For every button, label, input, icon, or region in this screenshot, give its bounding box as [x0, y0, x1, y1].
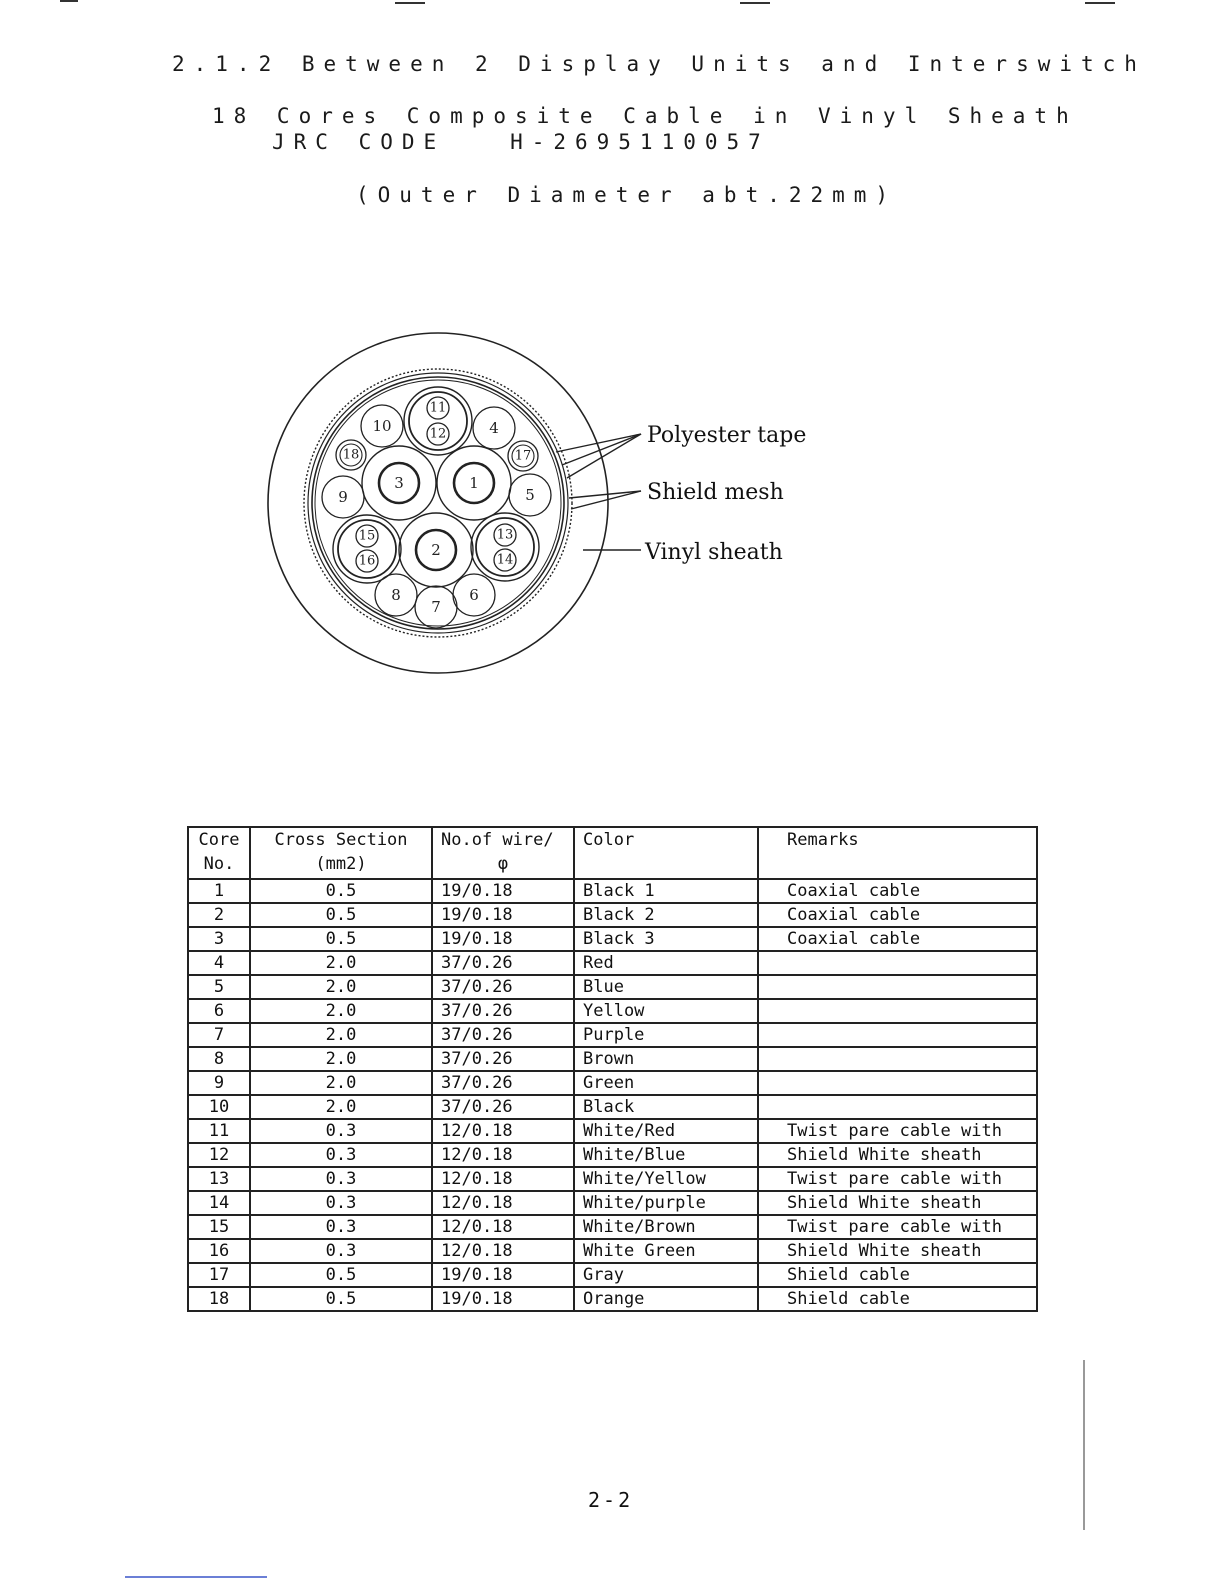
core-label-5: 5	[525, 486, 535, 504]
cell-remarks: Coaxial cable	[758, 903, 1037, 927]
cell-no-of-wire: 37/0.26	[432, 975, 574, 999]
cell-no-of-wire: 37/0.26	[432, 1023, 574, 1047]
cell-cross-section: 0.5	[250, 879, 432, 903]
cell-no-of-wire: 37/0.26	[432, 999, 574, 1023]
header-remarks	[758, 827, 1037, 879]
header-wire-line2: φ	[497, 854, 509, 874]
table-row	[188, 1095, 1037, 1119]
cell-remarks	[758, 951, 1037, 975]
table-row	[188, 1215, 1037, 1239]
cable-description: 18 Cores Composite Cable in Vinyl Sheath	[212, 104, 1078, 128]
cell-cross-section: 0.3	[250, 1215, 432, 1239]
cell-color: Brown	[574, 1047, 758, 1071]
cell-core: 1	[188, 879, 250, 903]
cell-remarks	[758, 999, 1037, 1023]
cell-core: 5	[188, 975, 250, 999]
cell-core: 15	[188, 1215, 250, 1239]
cell-color: Gray	[574, 1263, 758, 1287]
cell-color: Red	[574, 951, 758, 975]
table-row	[188, 1167, 1037, 1191]
cell-remarks: Twist pare cable with	[758, 1215, 1037, 1239]
cell-no-of-wire: 12/0.18	[432, 1167, 574, 1191]
cell-color: White/purple	[574, 1191, 758, 1215]
cell-core: 18	[188, 1287, 250, 1311]
header-no-of-wire	[432, 827, 574, 879]
leader-shield-1	[569, 491, 641, 498]
cell-remarks: Coaxial cable	[758, 927, 1037, 951]
cell-color: White/Yellow	[574, 1167, 758, 1191]
cell-color: Black 2	[574, 903, 758, 927]
table-row	[188, 999, 1037, 1023]
cell-remarks: Shield White sheath	[758, 1143, 1037, 1167]
cell-cross-section: 0.5	[250, 903, 432, 927]
table-row	[188, 1191, 1037, 1215]
scan-mark	[1083, 1360, 1085, 1530]
cell-color: Blue	[574, 975, 758, 999]
core-label-6: 6	[469, 586, 479, 604]
cell-cross-section: 0.5	[250, 927, 432, 951]
polyester-tape-inner	[315, 380, 561, 626]
core-label-13: 13	[496, 527, 514, 543]
cell-core: 11	[188, 1119, 250, 1143]
cell-remarks: Twist pare cable with	[758, 1167, 1037, 1191]
header-remarks-label: Remarks	[787, 830, 859, 850]
scan-mark	[60, 0, 78, 2]
scan-mark	[125, 1576, 267, 1578]
cell-color: White/Red	[574, 1119, 758, 1143]
cell-remarks	[758, 975, 1037, 999]
cell-remarks	[758, 1047, 1037, 1071]
scan-mark	[395, 2, 425, 4]
cell-remarks	[758, 1023, 1037, 1047]
table-row	[188, 1023, 1037, 1047]
cell-cross-section: 2.0	[250, 1023, 432, 1047]
cell-core: 16	[188, 1239, 250, 1263]
core-label-12: 12	[429, 426, 447, 442]
cell-cross-section: 2.0	[250, 1095, 432, 1119]
outer-diameter: (Outer Diameter abt.22mm)	[356, 183, 898, 207]
cell-cross-section: 0.3	[250, 1191, 432, 1215]
core-label-17: 17	[514, 448, 532, 464]
core-label-11: 11	[429, 400, 447, 416]
cell-no-of-wire: 12/0.18	[432, 1239, 574, 1263]
cell-no-of-wire: 37/0.26	[432, 1047, 574, 1071]
cell-no-of-wire: 37/0.26	[432, 951, 574, 975]
cell-cross-section: 0.3	[250, 1167, 432, 1191]
cable-cross-section-diagram	[255, 318, 855, 698]
header-color-label: Color	[583, 830, 635, 850]
cell-cross-section: 0.3	[250, 1119, 432, 1143]
core-label-2: 2	[431, 541, 441, 559]
cell-cross-section: 2.0	[250, 1047, 432, 1071]
cell-remarks: Shield cable	[758, 1287, 1037, 1311]
cell-cross-section: 0.5	[250, 1263, 432, 1287]
cell-color: White/Blue	[574, 1143, 758, 1167]
leader-polyester-2	[562, 434, 641, 465]
table-row	[188, 1071, 1037, 1095]
core-label-4: 4	[489, 419, 499, 437]
cell-core: 13	[188, 1167, 250, 1191]
table-header-row	[188, 827, 1037, 879]
cell-no-of-wire: 19/0.18	[432, 879, 574, 903]
header-core	[188, 827, 250, 879]
cell-color: White/Brown	[574, 1215, 758, 1239]
label-shield-mesh: Shield mesh	[647, 480, 784, 505]
core-label-15: 15	[358, 528, 376, 544]
scan-mark	[1085, 2, 1115, 4]
cell-remarks: Twist pare cable with	[758, 1119, 1037, 1143]
cell-remarks: Shield White sheath	[758, 1239, 1037, 1263]
core-label-7: 7	[431, 598, 441, 616]
leader-polyester-3	[567, 434, 641, 478]
cell-cross-section: 0.5	[250, 1287, 432, 1311]
cell-cross-section: 2.0	[250, 975, 432, 999]
header-cross-section	[250, 827, 432, 879]
cell-core: 8	[188, 1047, 250, 1071]
cell-no-of-wire: 19/0.18	[432, 1263, 574, 1287]
cell-core: 9	[188, 1071, 250, 1095]
table-row	[188, 879, 1037, 903]
core-label-14: 14	[496, 552, 514, 568]
table-row	[188, 975, 1037, 999]
cell-cross-section: 0.3	[250, 1239, 432, 1263]
cell-cross-section: 2.0	[250, 1071, 432, 1095]
core-label-16: 16	[358, 553, 376, 569]
header-core-line2: No.	[203, 854, 235, 874]
table-row	[188, 1239, 1037, 1263]
table-row	[188, 1143, 1037, 1167]
cell-remarks	[758, 1095, 1037, 1119]
cell-color: Yellow	[574, 999, 758, 1023]
cell-no-of-wire: 37/0.26	[432, 1095, 574, 1119]
cell-core: 10	[188, 1095, 250, 1119]
header-cross-line2: (mm2)	[315, 854, 367, 874]
cell-no-of-wire: 12/0.18	[432, 1215, 574, 1239]
cell-no-of-wire: 12/0.18	[432, 1191, 574, 1215]
cell-cross-section: 2.0	[250, 951, 432, 975]
cell-core: 17	[188, 1263, 250, 1287]
section-heading: 2.1.2 Between 2 Display Units and Interswitch	[172, 52, 1146, 76]
cell-remarks: Shield White sheath	[758, 1191, 1037, 1215]
header-color	[574, 827, 758, 879]
cell-core: 3	[188, 927, 250, 951]
cell-no-of-wire: 19/0.18	[432, 927, 574, 951]
core-label-1: 1	[469, 474, 479, 492]
cell-color: White Green	[574, 1239, 758, 1263]
cell-no-of-wire: 19/0.18	[432, 903, 574, 927]
cell-color: Green	[574, 1071, 758, 1095]
table-row	[188, 927, 1037, 951]
cell-core: 6	[188, 999, 250, 1023]
header-cross-line1: Cross Section	[274, 830, 408, 850]
core-label-9: 9	[338, 488, 348, 506]
cell-no-of-wire: 37/0.26	[432, 1071, 574, 1095]
cell-core: 4	[188, 951, 250, 975]
core-specification-table	[187, 826, 1038, 1312]
core-label-18: 18	[342, 447, 360, 463]
cell-core: 14	[188, 1191, 250, 1215]
table-row	[188, 1119, 1037, 1143]
cell-core: 7	[188, 1023, 250, 1047]
table-row	[188, 903, 1037, 927]
vinyl-sheath-outline	[268, 333, 608, 673]
cell-color: Purple	[574, 1023, 758, 1047]
header-core-line1: Core	[198, 830, 240, 850]
table-row	[188, 1047, 1037, 1071]
cell-remarks: Coaxial cable	[758, 879, 1037, 903]
cell-core: 2	[188, 903, 250, 927]
cell-color: Orange	[574, 1287, 758, 1311]
page-number: 2-2	[588, 1488, 634, 1512]
label-polyester-tape: Polyester tape	[647, 423, 807, 448]
cell-color: Black	[574, 1095, 758, 1119]
cell-color: Black 3	[574, 927, 758, 951]
table-row	[188, 1287, 1037, 1311]
core-label-3: 3	[394, 474, 404, 492]
core-label-10: 10	[372, 417, 392, 435]
cell-cross-section: 2.0	[250, 999, 432, 1023]
cell-no-of-wire: 12/0.18	[432, 1119, 574, 1143]
label-vinyl-sheath: Vinyl sheath	[645, 540, 783, 565]
cell-no-of-wire: 12/0.18	[432, 1143, 574, 1167]
cell-core: 12	[188, 1143, 250, 1167]
cell-remarks: Shield cable	[758, 1263, 1037, 1287]
cell-cross-section: 0.3	[250, 1143, 432, 1167]
scan-mark	[740, 2, 770, 4]
cell-no-of-wire: 19/0.18	[432, 1287, 574, 1311]
header-wire-line1: No.of wire/	[441, 830, 554, 850]
table-row	[188, 951, 1037, 975]
table-row	[188, 1263, 1037, 1287]
jrc-code: JRC CODE H-2695110057	[272, 130, 770, 154]
cell-color: Black 1	[574, 879, 758, 903]
core-label-8: 8	[391, 586, 401, 604]
cell-remarks	[758, 1071, 1037, 1095]
